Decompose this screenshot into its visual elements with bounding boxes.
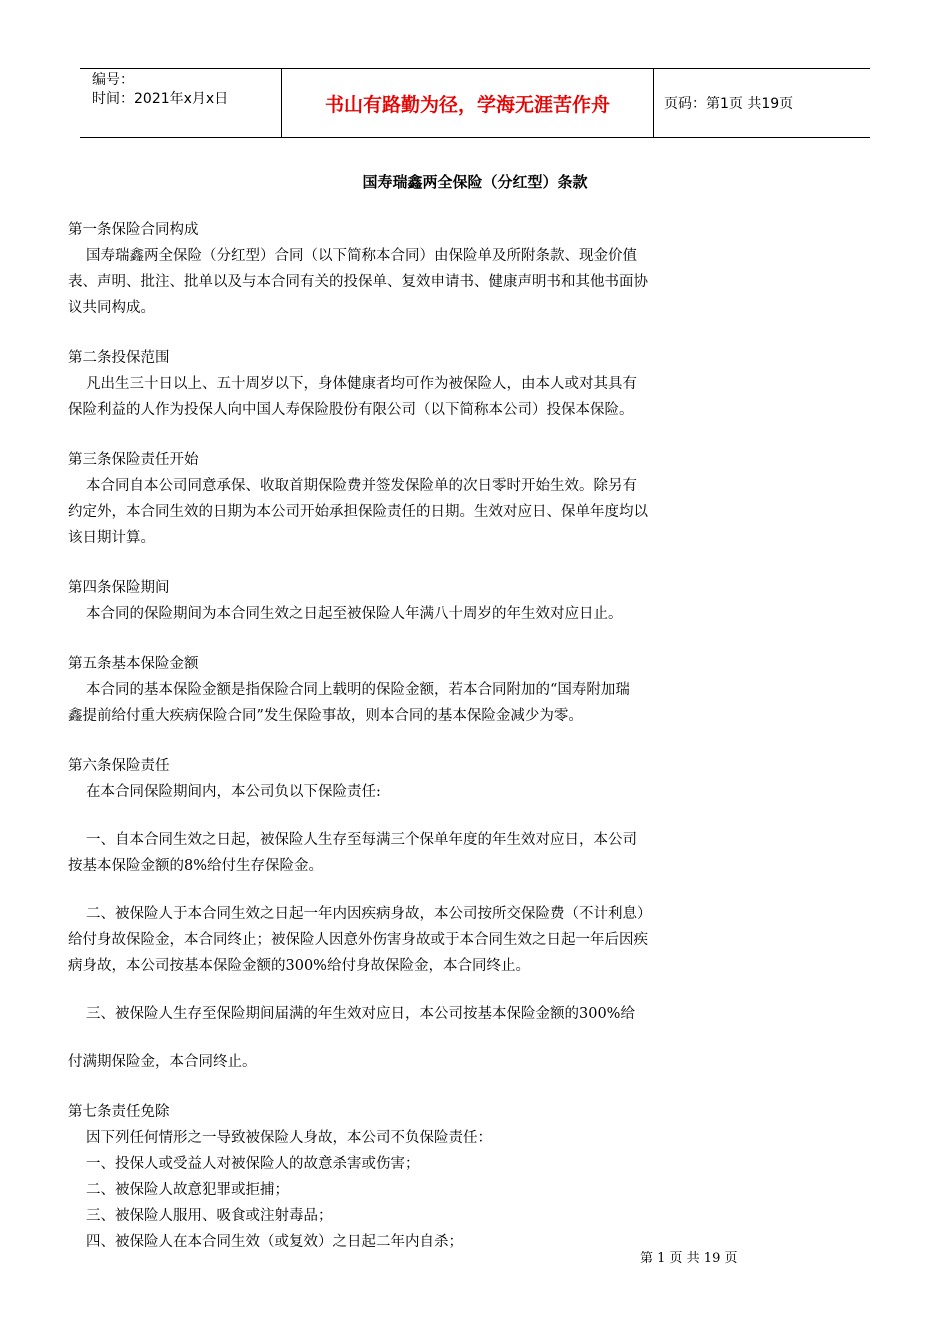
page-header (80, 68, 870, 138)
paragraph-line: 表、声明、批注、批单以及与本合同有关的投保单、复效申请书、健康声明书和其他书面协 (68, 274, 648, 290)
article-heading: 第二条投保范围 (68, 350, 170, 366)
document-title: 国寿瑞鑫两全保险（分红型）条款 (362, 173, 588, 191)
paragraph-line: 国寿瑞鑫两全保险（分红型）合同（以下简称本合同）由保险单及所附条款、现金价值 (86, 248, 637, 264)
paragraph-line: 在本合同保险期间内，本公司负以下保险责任: (86, 784, 381, 800)
article-heading: 第五条基本保险金额 (68, 656, 199, 672)
paragraph-line: 按基本保险金额的8%给付生存保险金。 (68, 858, 324, 874)
document-body (68, 217, 758, 1255)
paragraph-line: 本合同的基本保险金额是指保险合同上载明的保险金额，若本合同附加的“国寿附加瑞 (86, 682, 630, 698)
paragraph-line: 给付身故保险金，本合同终止；被保险人因意外伤害身故或于本合同生效之日起一年后因疾 (68, 932, 648, 948)
article-heading: 第三条保险责任开始 (68, 452, 199, 468)
header-page-label: 页码：第1页 共19页 (664, 96, 794, 112)
paragraph-line: 本合同自本公司同意承保、收取首期保险费并签发保险单的次日零时开始生效。除另有 (86, 478, 637, 494)
time-label: 时间：2021年x月x日 (92, 91, 229, 107)
paragraph-line: 付满期保险金，本合同终止。 (68, 1054, 257, 1070)
paragraph-line: 保险利益的人作为投保人向中国人寿保险股份有限公司（以下简称本公司）投保本保险。 (68, 402, 634, 418)
list-item: 一、投保人或受益人对被保险人的故意杀害或伤害； (86, 1156, 420, 1172)
number-label: 编号： (92, 72, 134, 88)
header-meta-cell (80, 69, 282, 137)
paragraph-line: 本合同的保险期间为本合同生效之日起至被保险人年满八十周岁的年生效对应日止。 (86, 606, 623, 622)
paragraph-line: 因下列任何情形之一导致被保险人身故，本公司不负保险责任： (86, 1130, 492, 1146)
paragraph-line: 二、被保险人于本合同生效之日起一年内因疾病身故，本公司按所交保险费（不计利息） (86, 906, 652, 922)
article-heading: 第六条保险责任 (68, 758, 170, 774)
article-heading: 第四条保险期间 (68, 580, 170, 596)
paragraph-line: 一、自本合同生效之日起，被保险人生存至每满三个保单年度的年生效对应日，本公司 (86, 832, 637, 848)
paragraph-line: 该日期计算。 (68, 530, 155, 546)
list-item: 三、被保险人服用、吸食或注射毒品； (86, 1208, 333, 1224)
page-footer: 第 1 页 共 19 页 (640, 1251, 738, 1266)
paragraph-line: 鑫提前给付重大疾病保险合同”发生保险事故，则本合同的基本保险金减少为零。 (68, 708, 583, 724)
paragraph-line: 议共同构成。 (68, 300, 155, 316)
paragraph-line: 病身故，本公司按基本保险金额的300%给付身故保险金，本合同终止。 (68, 958, 530, 974)
paragraph-line: 凡出生三十日以上、五十周岁以下，身体健康者均可作为被保险人，由本人或对其具有 (86, 376, 637, 392)
article-heading: 第七条责任免除 (68, 1104, 170, 1120)
header-motto: 书山有路勤为径，学海无涯苦作舟 (282, 69, 654, 137)
article-heading: 第一条保险合同构成 (68, 222, 199, 238)
list-item: 四、被保险人在本合同生效（或复效）之日起二年内自杀； (86, 1234, 463, 1250)
list-item: 二、被保险人故意犯罪或拒捕； (86, 1182, 289, 1198)
paragraph-line: 约定外，本合同生效的日期为本公司开始承担保险责任的日期。生效对应日、保单年度均以 (68, 504, 648, 520)
paragraph-line: 三、被保险人生存至保险期间届满的年生效对应日，本公司按基本保险金额的300%给 (86, 1006, 635, 1022)
